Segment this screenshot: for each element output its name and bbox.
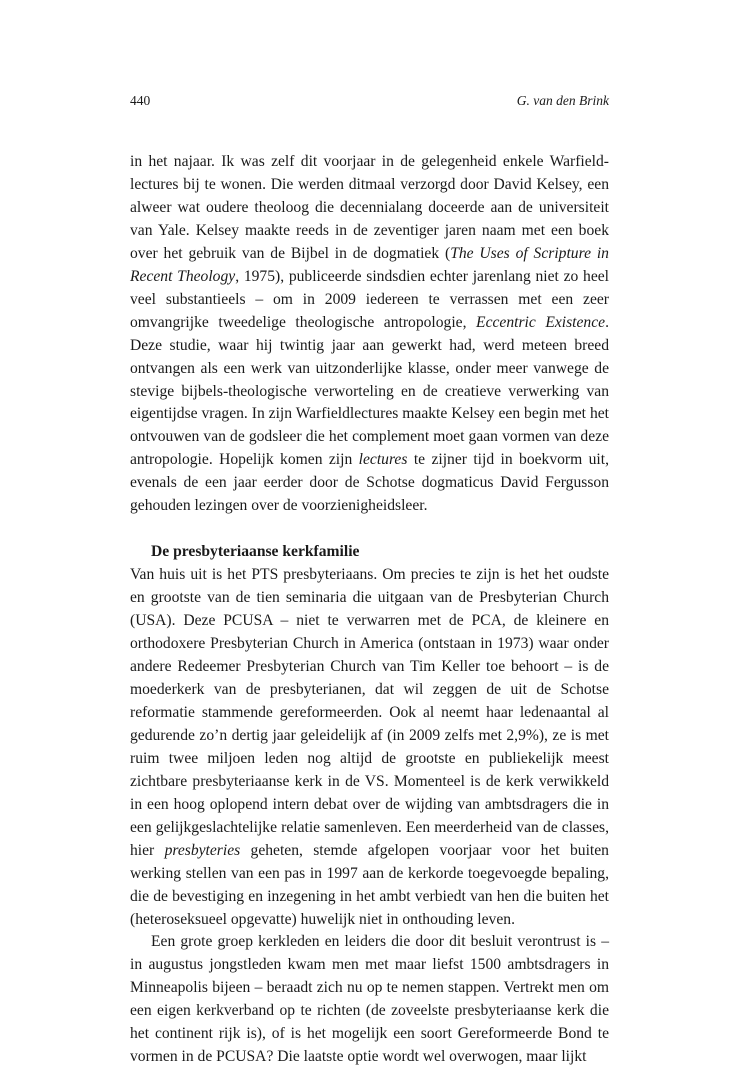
body-text xyxy=(130,151,609,1069)
para1-term-lectures: lectures xyxy=(358,451,408,469)
paragraph-2 xyxy=(130,564,609,931)
page-number: 440 xyxy=(130,93,151,108)
para1-title-eccentric-existence: Eccentric Existence xyxy=(476,313,606,331)
running-title: G. van den Brink xyxy=(516,93,609,108)
para1-text-3: . Deze studie, waar hij twintig jaar aan gewerkt had, werd meteen breed ontvangen als een werk van uitzonderlijke klasse, onder meer vanwege de stevige bijbels-theologische verworteling en de creatieve verwerking van eigentijdse vragen. In zijn Warfieldlectures maakte Kelsey een begin met het ontvouwen van de godsleer die het complement moet gaan vormen van deze antropologie. Hopelijk komen zijn xyxy=(130,313,609,469)
para1-text-4: te zijner tijd in boekvorm uit, evenals de een jaar eerder door de Schotse dogmaticus David Fergusson gehouden lezingen over de voorzienigheidsleer. xyxy=(130,451,609,515)
para2-text-1: Van huis uit is het PTS presbyteriaans. Om precies te zijn is het het oudste en grootste van de tien seminaria die uitgaan van de Presbyterian Church (USA). Deze PCUSA – niet te verwarren met de PCA, de kleinere en orthodoxere Presbyterian Church in America (ontstaan in 1973) waar onder andere Redeemer Presbyterian Church van Tim Keller toe behoort – is de moederkerk van de presbyterianen, dat wil zeggen de uit de Schotse reformatie stammende gereformeerden. Ook al neemt haar ledenaantal al gedurende zo’n dertig jaar geleidelijk af (in 2009 zelfs met 2,9%), ze is met ruim twee miljoen leden nog altijd de grootste en publiekelijk meest zichtbare presbyteriaanse kerk in de VS. Momenteel is de kerk verwikkeld in een hoog oplopend intern debat over de wijding van ambtsdragers die in een gelijkgeslachtelijke relatie samenleven. Een meerderheid van de classes, hier xyxy=(130,566,609,859)
running-header xyxy=(130,92,609,110)
para1-text-2: , 1975), publiceerde sindsdien echter jarenlang niet zo heel veel substantieels – om in 2009 iedereen te verrassen met een zeer omvangrijke tweedelige theologische antropologie, xyxy=(130,267,609,331)
section-heading: De presbyteriaanse kerkfamilie xyxy=(151,543,360,561)
para3-text-1: Een grote groep kerkleden en leiders die door dit besluit verontrust is – in augustus jongstleden kwam men met maar liefst 1500 ambtsdragers in Minneapolis bijeen – beraadt zich nu op te nemen stappen. Vertrekt men om een eigen kerkverband op te richten (de zoveelste presbyteriaanse kerk die het continent rijk is), of is het mogelijk een soort Gereformeerde Bond te vormen in de PCUSA? Die laatste optie wordt wel overwogen, maar lijkt xyxy=(130,933,609,1066)
para1-text-1: in het najaar. Ik was zelf dit voorjaar in de gelegenheid enkele Warfieldlectures bij te wonen. Die werden ditmaal verzorgd door David Kelsey, een alweer wat oudere theoloog die decennialang doceerde aan de universiteit van Yale. Kelsey maakte reeds in de zeventiger jaren naam met een boek over het gebruik van de Bijbel in de dogmatiek ( xyxy=(130,153,609,262)
para2-term-presbyteries: presbyteries xyxy=(164,841,241,859)
section-spacer xyxy=(130,518,609,541)
paragraph-3 xyxy=(130,931,609,1069)
paragraph-1 xyxy=(130,151,609,518)
para2-text-2: geheten, stemde afgelopen voorjaar voor het buiten werking stellen van een pas in 1997 aan de kerkorde toegevoegde bepaling, die de bevestiging en inzegening in het ambt verbiedt van hen die buiten het (heteroseksueel opgevatte) huwelijk niet in onthouding leven. xyxy=(130,841,609,928)
para1-title-uses-of-scripture: The Uses of Scripture in Recent Theology xyxy=(130,244,609,285)
